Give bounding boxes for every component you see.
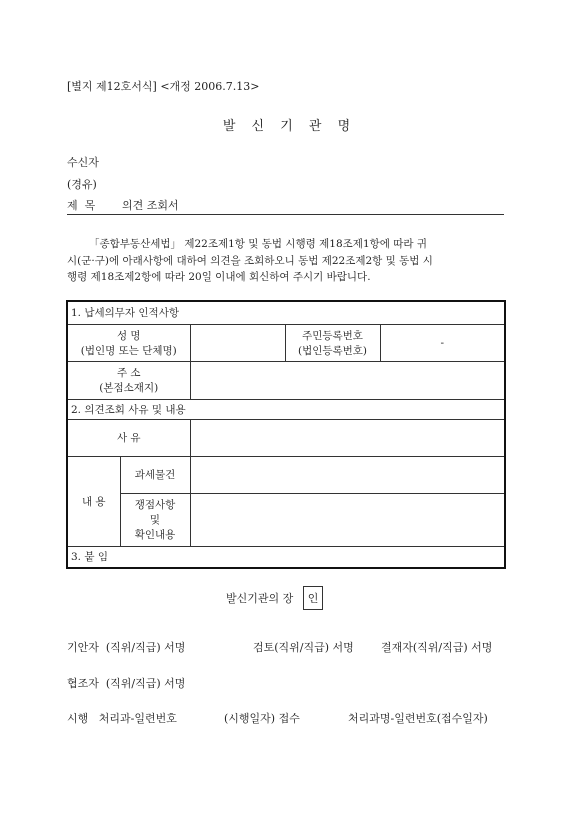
- approver-line: 결재자(직위/직급) 서명: [381, 641, 493, 654]
- body-line-1: 「종합부동산세법」 제22조제1항 및 동법 시행령 제18조제1항에 따라 귀: [89, 238, 428, 250]
- issue-label-line-1: 쟁점사항: [134, 499, 176, 511]
- header-divider: [67, 214, 504, 215]
- section-2-heading: 2. 의견조회 사유 및 내용: [67, 399, 505, 419]
- drafter-line: 기안자 (직위/직급) 서명: [67, 641, 186, 654]
- inquiry-table: [66, 300, 506, 569]
- name-label-line-2: (법인명 또는 단체명): [80, 344, 177, 357]
- seal-box: 인: [303, 586, 324, 610]
- document-title: 발 신 기 관 명: [222, 119, 357, 134]
- content-label: 내 용: [67, 456, 120, 546]
- regno-label-line-1: 주민등록번호: [302, 329, 363, 342]
- section-3-heading: 3. 붙 임: [67, 546, 505, 568]
- head-of-agency-label: 발신기관의 장: [226, 592, 294, 605]
- regno-field[interactable]: -: [380, 324, 505, 361]
- form-reference: [별지 제12호서식] <개정 2006.7.13>: [67, 80, 260, 93]
- address-label-line-2: (본점소재지): [99, 382, 159, 394]
- taxable-object-field[interactable]: [190, 456, 505, 493]
- body-paragraph: [67, 236, 504, 286]
- reason-label: 사 유: [67, 419, 190, 456]
- via-label: (경유): [67, 178, 97, 191]
- name-field[interactable]: [190, 324, 285, 361]
- regno-label-line-2: (법인등록번호): [297, 344, 368, 357]
- receipt-line: 처리과명-일련번호(접수일자): [348, 712, 488, 725]
- reason-field[interactable]: [190, 419, 505, 456]
- cooperator-line: 협조자 (직위/직급) 서명: [67, 677, 186, 690]
- section-1-heading: 1. 납세의무자 인적사항: [67, 301, 505, 324]
- issue-label-line-2: 및: [149, 514, 161, 526]
- name-label-line-1: 성 명: [116, 329, 141, 342]
- issue-label-line-3: 확인내용: [134, 529, 176, 541]
- issue-field[interactable]: [190, 493, 505, 546]
- subject-label: 제 목: [67, 199, 96, 212]
- issue-label: [120, 493, 190, 546]
- address-label: [67, 361, 190, 399]
- taxable-object-label: 과세물건: [120, 456, 190, 493]
- regno-label: [285, 324, 380, 361]
- body-line-2: 시(군·구)에 아래사항에 대하여 의견을 조회하오니 동법 제22조제2항 및 동법 시: [67, 254, 433, 267]
- execution-line: 시행 처리과-일련번호: [67, 712, 177, 725]
- name-label: [67, 324, 190, 361]
- address-label-line-1: 주 소: [116, 367, 141, 379]
- recipient-label: 수신자: [67, 156, 99, 169]
- subject-value: 의견 조회서: [122, 199, 179, 212]
- body-line-3: 행령 제18조제2항에 따라 20일 이내에 회신하여 주시기 바랍니다.: [67, 271, 371, 283]
- reviewer-line: 검토(직위/직급) 서명: [253, 641, 354, 654]
- address-field[interactable]: [190, 361, 505, 399]
- signature-block: [226, 586, 323, 610]
- execution-date-line: (시행일자) 접수: [224, 712, 300, 725]
